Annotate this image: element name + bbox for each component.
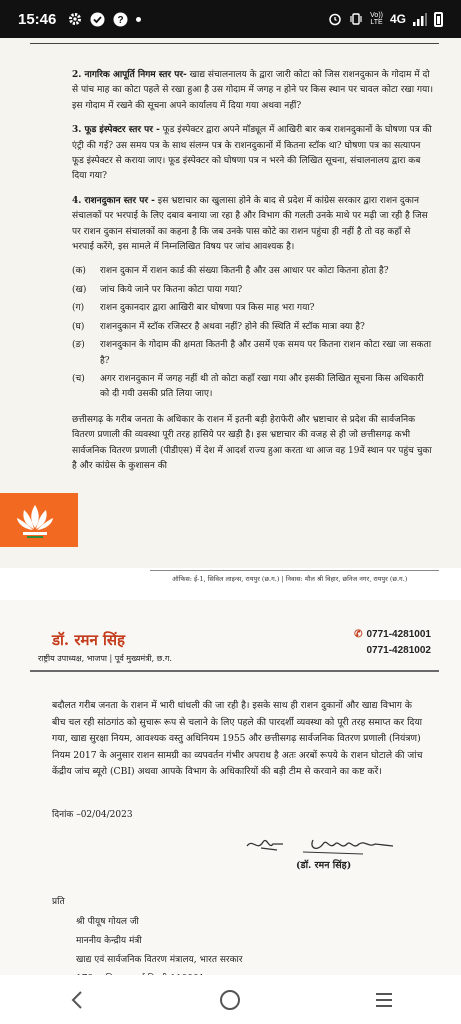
list-item (72, 338, 433, 369)
list-marker: (ङ) (72, 340, 85, 351)
vol-label: Vo)) (370, 12, 383, 19)
paragraph-heading: 3. फूड इंस्पेक्टर स्तर पर - (72, 125, 160, 136)
vibrate-icon (349, 12, 363, 26)
list-item (72, 264, 433, 279)
notification-icons (68, 12, 141, 27)
list-marker: (क) (72, 266, 86, 277)
paragraph-text: फूड इंस्पेक्टर द्वारा अपने मॉड्यूल में आखिरी बार कब राशनदुकानों के घोषणा पत्र की एंट्री की गई? उस समय पत्र के साथ संलग्न पत्र के राशनदुकानों में कितना स्टॉक था? घोषणा पत्र का सत्यापन फूड इंस्पेक्टर से कराया जाए। फूड इंस्पेक्टर को घोषणा पत्र न भरने की लिखित सूचना, संचालनालय द्वारा कब दिया गया? (72, 125, 432, 182)
svg-text:?: ? (117, 14, 124, 26)
list-item (72, 372, 433, 403)
lotus-logo-icon (14, 501, 56, 541)
letterhead-name: डॉ. रमन सिंह (52, 631, 125, 649)
address-line: खाद्य एवं सार्वजनिक वितरण मंत्रालय, भारत सरकार (76, 955, 243, 965)
paragraph-3 (72, 123, 433, 185)
divider (30, 670, 439, 672)
list-text: जांच किये जाने पर कितना कोटा पाया गया? (100, 284, 243, 295)
paragraph-heading: 4. राशनदुकान स्तर पर - (72, 195, 155, 206)
network-type: 4G (389, 12, 406, 26)
phone-text: 0771-4281002 (366, 645, 431, 656)
phone-number (366, 645, 431, 656)
divider (30, 43, 439, 44)
letter-date: दिनांक –02/04/2023 (52, 810, 133, 820)
gear-icon (68, 12, 82, 26)
phone-icon: ✆ (354, 629, 363, 640)
alarm-icon (328, 12, 342, 26)
battery-icon (434, 12, 443, 27)
list-text: राशन दुकानदार द्वारा आखिरी बार घोषणा पत्र किस माह भरा गया? (100, 303, 315, 314)
chevron-left-icon (69, 990, 85, 1010)
help-circle-icon (113, 12, 128, 27)
recipient-label: प्रति (52, 897, 65, 907)
address-line: श्री पीयूष गोयल जी (76, 917, 139, 927)
lte-label: LTE (370, 19, 383, 26)
letter-body-one (72, 68, 433, 474)
system-icons (328, 12, 443, 27)
list-text: राशनदुकान में स्टॉक रजिस्टर है अथवा नहीं? होने की स्थिति में स्टॉक मात्रा क्या है? (100, 321, 365, 332)
letter-footer: ऑफिस: ई-1, सिविल लाइन्स, रायपुर (छ.ग.) | निवास: मौल श्री विहार, छनिज नगर, रायपुर (छ.ग.) (172, 575, 408, 583)
phone-text: 0771-4281001 (366, 629, 431, 640)
signatory-name: (डॉ. रमन सिंह) (296, 860, 352, 871)
list-marker: (च) (72, 373, 85, 384)
list-item (72, 320, 433, 335)
home-circle-icon (219, 989, 241, 1011)
letter-body-two: बदौलत गरीब जनता के राशन में भारी धांधली की जा रही है। इसके साथ ही राशन दुकानों और खाद्य विभाग के बीच चल रही सांठगांठ को सुचारू रूप से चलाने के लिए पहले की पारदर्शी व्यवस्था को पूरी तरह समाप्त कर दिया गया, खाद्य सुरक्षा नियम, आवश्यक वस्तु अधिनियम 1955 और छत्तीसगढ़ सार्वजनिक वितरण प्रणाली (नियंत्रण) नियम 2017 के अनुसार राशन सामग्री का व्यपवर्तन गंभीर अपराध है अतः अरबों रूपये के राशन घोटाले की जांच केंद्रीय जांच ब्यूरो (CBI) अथवा आपके विभाग के अधिकारियों की बड़ी टीम से करवाने का कष्ट करें। (52, 700, 423, 777)
list-marker: (घ) (72, 321, 85, 332)
handwritten-signature (243, 832, 413, 860)
letter-page-one (0, 38, 461, 583)
letterhead-designation: राष्ट्रीय उपाध्यक्ष, भाजपा | पूर्व मुख्यमंत्री, छ.ग. (38, 654, 172, 663)
address-line: माननीय केन्द्रीय मंत्री (76, 936, 142, 946)
letter-page-two (0, 600, 461, 975)
paragraph-text: खाद्य संचालनालय के द्वारा जारी कोटा को जिस राशनदुकान के गोदाम में दो से पांच माह का कोटा पहले से रखा हुआ है उस गोदाम में जगह न होने पर किस स्थान पर चावल कोटा रखा गया। इस गोदाम में रखने की सूचना अपने कार्यालय में दिया गया अथवा नहीं? (72, 70, 433, 111)
home-button[interactable] (210, 980, 250, 1020)
list-text: अगर राशनदुकान में जगह नहीं थी तो कोटा कहाँ रखा गया और इसकी लिखित सूचना किस अधिकारी को दी गयी उसकी प्रति लिया जाए। (100, 373, 424, 400)
list-item (72, 283, 433, 298)
phone-number (354, 629, 431, 640)
recent-apps-button[interactable] (364, 980, 404, 1020)
clock: 15:46 (18, 10, 57, 28)
paragraph-2 (72, 68, 433, 114)
paragraph-text: इस भ्रष्टाचार का खुलासा होने के बाद से प्रदेश में कांग्रेस सरकार द्वारा राशन दुकान संचालकों पर भरपाई के लिए दबाव बनाया जा रहा है और विभाग की गलती उनके माथे पर मढ़ी जा रही है जिस पर राशन दुकान संचालकों का कहना है कि जब उनके पास कोटे का राशन पहुंचा ही नहीं है तो वह कहाँ से भरपाई करेंगे, इस मामले में निम्नलिखित विषय पर जांच आवश्यक है। (72, 195, 428, 253)
status-bar (0, 0, 461, 38)
list-marker: (ख) (72, 284, 87, 295)
list-item (72, 301, 433, 316)
recent-apps-icon (374, 991, 394, 1009)
back-button[interactable] (57, 980, 97, 1020)
volte-icon (370, 12, 383, 26)
signal-icon (413, 13, 427, 26)
list-marker: (ग) (72, 303, 85, 314)
list-text: राशनदुकान के गोदाम की क्षमता कितनी है और उसमें एक समय पर कितना राशन कोटा रखा जा सकता है? (100, 340, 432, 366)
paragraph-heading: 2. नागरिक आपूर्ति निगम स्तर पर- (72, 70, 187, 80)
divider (150, 570, 439, 571)
paragraph-4 (72, 194, 433, 256)
more-notifications-icon (136, 17, 141, 22)
list-text: राशन दुकान में राशन कार्ड की संख्या कितनी है और उस आधार पर कोटा कितना होता है? (100, 266, 389, 277)
closing-paragraph: छत्तीसगढ़ के गरीब जनता के अधिकार के राशन में इतनी बड़ी हेराफेरी और भ्रष्टाचार से प्रदेश की सार्वजनिक वितरण प्रणाली की व्यवस्था पूरी तरह हासिये पर खड़ी है। इस भ्रष्टाचार की वजह से ही जो छत्तीसगढ़ कभी सार्वजनिक वितरण प्रणाली (पीडीएस) में देश में आदर्श राज्य हुआ करता था आज वह 19वें स्थान पर पहुंच चुका है और कांग्रेस के कुशासन की (72, 414, 432, 471)
check-circle-icon (90, 12, 105, 27)
navigation-bar (0, 975, 461, 1024)
